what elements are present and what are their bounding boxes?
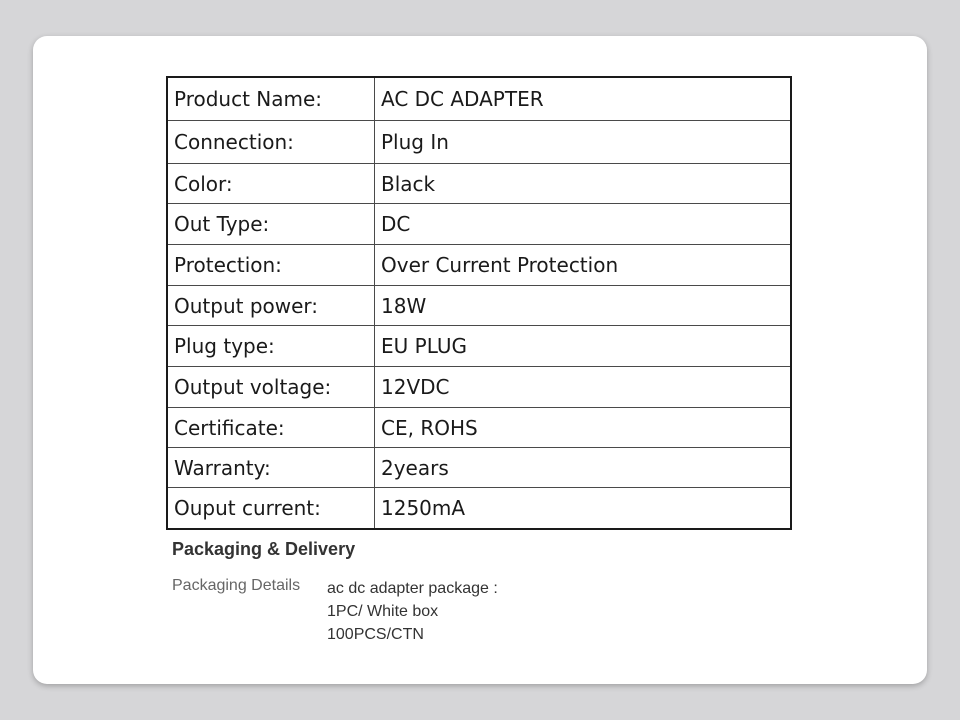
spec-value: Plug In (375, 121, 792, 164)
spec-value: AC DC ADAPTER (375, 77, 792, 121)
spec-row-plug-type (167, 326, 791, 367)
spec-row-certificate (167, 408, 791, 448)
packaging-details-label: Packaging Details (172, 577, 301, 594)
spec-row-color (167, 164, 791, 204)
spec-value: 2years (375, 448, 792, 488)
spec-label: Output voltage: (167, 367, 375, 408)
spec-label: Certificate: (167, 408, 375, 448)
content-card (33, 36, 927, 684)
spec-row-output-power (167, 286, 791, 326)
spec-label: Protection: (167, 245, 375, 286)
packaging-details-line: 1PC/ White box (327, 603, 439, 620)
spec-label: Warranty: (167, 448, 375, 488)
spec-table (166, 76, 792, 530)
spec-label: Out Type: (167, 204, 375, 245)
spec-label: Output power: (167, 286, 375, 326)
spec-value: EU PLUG (375, 326, 792, 367)
spec-label: Color: (167, 164, 375, 204)
spec-value: Black (375, 164, 792, 204)
spec-value: CE, ROHS (375, 408, 792, 448)
spec-row-warranty (167, 448, 791, 488)
packaging-details-line: 100PCS/CTN (327, 626, 424, 643)
spec-value: 1250mA (375, 488, 792, 530)
spec-row-connection (167, 121, 791, 164)
spec-row-protection (167, 245, 791, 286)
spec-row-product-name (167, 77, 791, 121)
spec-value: Over Current Protection (375, 245, 792, 286)
packaging-delivery-heading: Packaging & Delivery (172, 539, 356, 559)
spec-row-output-voltage (167, 367, 791, 408)
packaging-details-line: ac dc adapter package : (327, 580, 498, 597)
spec-value: 12VDC (375, 367, 792, 408)
spec-label: Plug type: (167, 326, 375, 367)
spec-label: Connection: (167, 121, 375, 164)
spec-label: Ouput current: (167, 488, 375, 530)
spec-value: 18W (375, 286, 792, 326)
packaging-details-value (327, 577, 498, 646)
spec-value: DC (375, 204, 792, 245)
spec-label: Product Name: (167, 77, 375, 121)
spec-row-out-type (167, 204, 791, 245)
spec-row-output-current (167, 488, 791, 530)
